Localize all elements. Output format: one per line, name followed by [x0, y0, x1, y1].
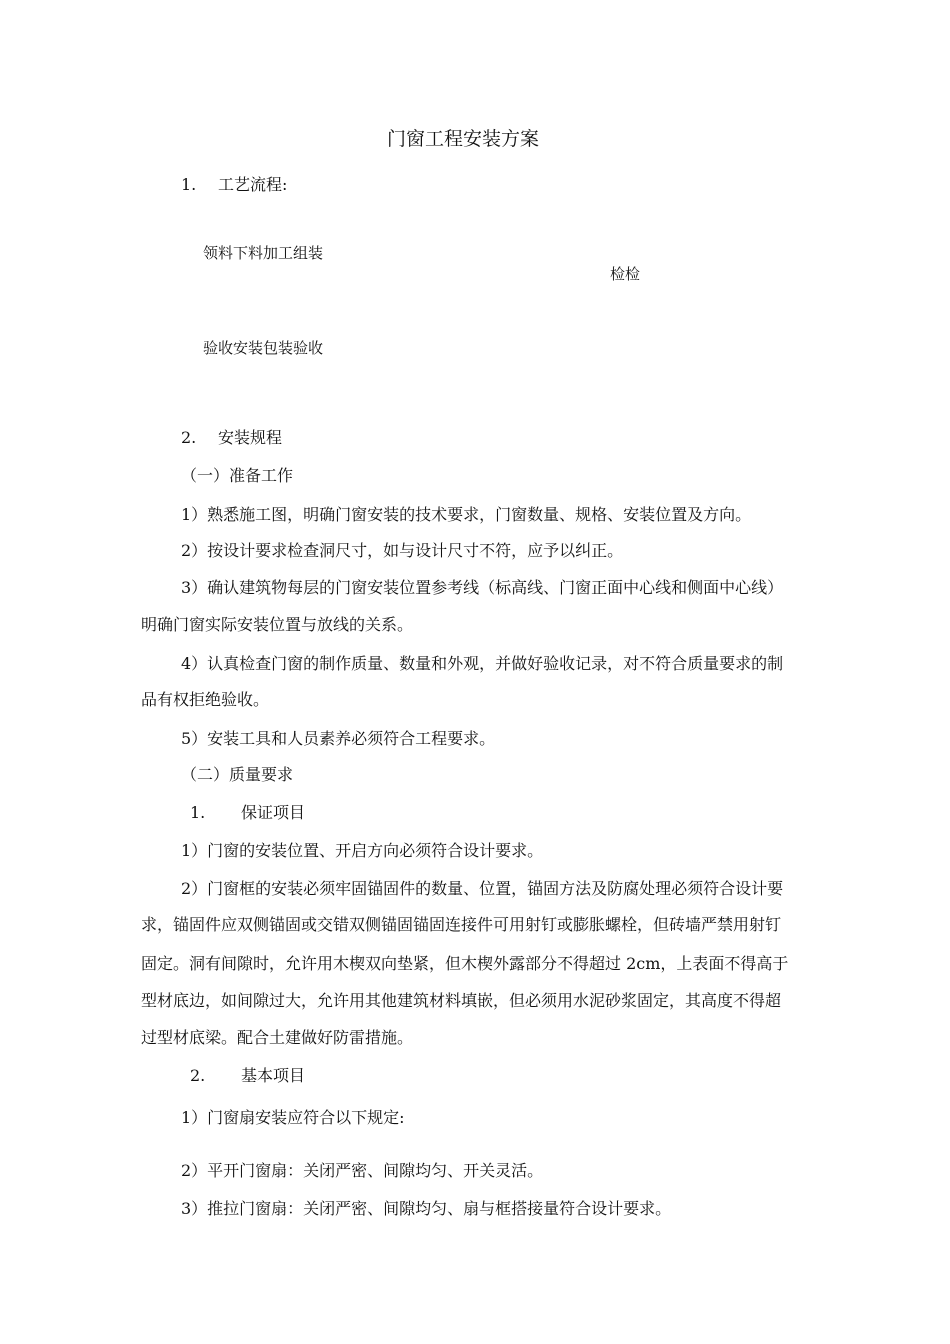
part1-item: 2）按设计要求检查洞尺寸，如与设计尺寸不符，应予以纠正。: [181, 541, 624, 560]
sub1-item: 2）门窗框的安装必须牢固锚固件的数量、位置，锚固方法及防腐处理必须符合设计要: [181, 879, 784, 898]
part1-item: 3）确认建筑物每层的门窗安装位置参考线（标高线、门窗正面中心线和侧面中心线）: [181, 578, 784, 597]
part1-item: 5）安装工具和人员素养必须符合工程要求。: [181, 729, 496, 748]
section2-heading: 安装规程: [218, 428, 283, 447]
flow-inspect-label: 检检: [610, 265, 641, 283]
part1-item-continuation: 明确门窗实际安装位置与放线的关系。: [141, 615, 414, 634]
flow-row-2: 验收安装包装验收: [203, 339, 324, 357]
sub1-item-continuation: 过型材底梁。配合土建做好防雷措施。: [141, 1028, 414, 1047]
part1-item: 4）认真检查门窗的制作质量、数量和外观，并做好验收记录，对不符合质量要求的制: [181, 654, 784, 673]
sub1-number: 1.: [190, 803, 206, 822]
flow-row-1: 领料下料加工组装: [203, 244, 324, 262]
part2-heading: （二）质量要求: [181, 765, 294, 784]
sub2-item: 3）推拉门窗扇：关闭严密、间隙均匀、扇与框搭接量符合设计要求。: [181, 1199, 672, 1218]
part1-heading: （一）准备工作: [181, 466, 294, 485]
sub1-item: 1）门窗的安装位置、开启方向必须符合设计要求。: [181, 841, 544, 860]
section2-number: 2.: [181, 428, 197, 447]
section1-number: 1.: [181, 175, 197, 194]
sub1-item-continuation: 求，锚固件应双侧锚固或交错双侧锚固锚固连接件可用射钉或膨胀螺栓，但砖墙严禁用射钉: [141, 915, 782, 934]
sub1-item-continuation: 型材底边，如间隙过大，允许用其他建筑材料填嵌，但必须用水泥砂浆固定，其高度不得超: [141, 991, 782, 1010]
sub2-item: 1）门窗扇安装应符合以下规定:: [181, 1108, 405, 1127]
sub2-item: 2）平开门窗扇：关闭严密、间隙均匀、开关灵活。: [181, 1161, 544, 1180]
sub1-item-continuation: 固定。洞有间隙时，允许用木楔双向垫紧，但木楔外露部分不得超过 2cm，上表面不得高于: [141, 954, 789, 973]
page-title: 门窗工程安装方案: [387, 128, 540, 150]
sub2-heading: 基本项目: [241, 1066, 306, 1085]
part1-item-continuation: 品有权拒绝验收。: [141, 690, 270, 709]
section1-heading: 工艺流程:: [218, 175, 288, 194]
sub2-number: 2.: [190, 1066, 206, 1085]
sub1-heading: 保证项目: [241, 803, 306, 822]
part1-item: 1）熟悉施工图，明确门窗安装的技术要求，门窗数量、规格、安装位置及方向。: [181, 505, 752, 524]
